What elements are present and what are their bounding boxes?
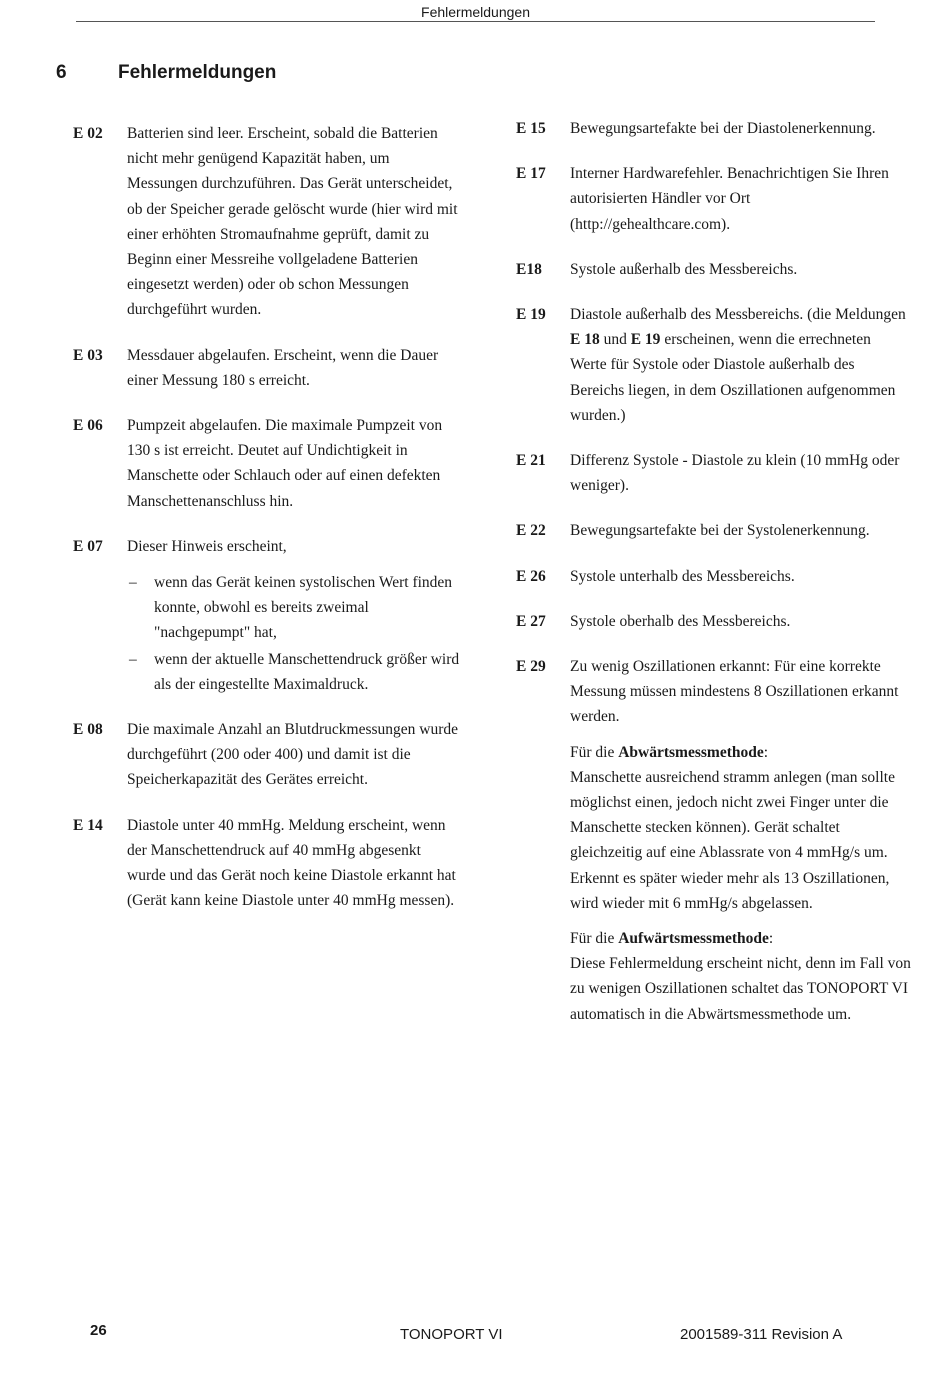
error-code-reference: E 18 [570, 331, 600, 349]
error-description [570, 302, 911, 428]
error-description: Die maximale Anzahl an Blutdruckmessungen wurde durchgeführt (200 oder 400) und damit ist die Speicherkapazität des Gerätes erreicht. [127, 721, 459, 789]
chapter-number: 6 [56, 62, 67, 83]
dash-icon: – [129, 574, 137, 592]
text-segment: Für die [570, 743, 619, 761]
running-header: Fehlermeldungen [76, 4, 875, 22]
error-description: Systole außerhalb des Messbereichs. [570, 260, 798, 278]
list-item [127, 647, 463, 697]
list-item [127, 570, 463, 646]
error-description: Batterien sind leer. Erscheint, sobald die Batterien nicht mehr genügend Kapazität haben, um Messungen durchzuführen. Das Gerät unterscheidet, ob der Speicher gerade gelöscht wurde (hier wird mit einer erhöhten Stromaufnahme geprüft, damit zu Beginn einer Messreihe vollgeladene Batterien eingesetzt werden) oder ob schon Messungen durchgeführt wurden. [127, 125, 458, 319]
text-segment: Diastole außerhalb des Messbereichs. (die Meldungen [570, 306, 906, 324]
chapter-title: Fehlermeldungen [118, 62, 277, 83]
error-entry-e07 [73, 534, 463, 697]
document-reference: 2001589-311 Revision A [680, 1326, 843, 1343]
text-segment: : [763, 743, 769, 761]
error-entry-e17 [516, 161, 911, 237]
method-name: Aufwärtsmessmethode [618, 930, 769, 948]
upward-method-note [570, 926, 911, 1027]
error-code: E 19 [516, 306, 546, 324]
error-description: Differenz Systole - Diastole zu klein (10 mmHg oder weniger). [570, 452, 900, 495]
error-code: E18 [516, 260, 542, 278]
error-code: E 14 [73, 816, 103, 834]
method-description: Manschette ausreichend stramm anlegen (man sollte möglichst einen, jedoch nicht zwei Finger unter die Manschette stecken können). Gerät schaltet gleichzeitig auf eine Ablassrate von 4 mmHg/s um. Erkennt es später wieder mehr als 13 Oszillationen, wird wieder mit 6 mmHg/s abgelassen. [570, 768, 895, 912]
error-description: Dieser Hinweis erscheint, [127, 537, 287, 555]
page-number: 26 [90, 1322, 107, 1339]
text-segment: und [599, 331, 631, 349]
list-item-text: wenn das Gerät keinen systolischen Wert finden konnte, obwohl es bereits zweimal "nachgepumpt" hat, [154, 574, 453, 642]
error-entry-e03 [73, 343, 463, 393]
text-segment: : [768, 930, 774, 948]
error-code: E 29 [516, 658, 546, 676]
error-code: E 03 [73, 346, 103, 364]
error-code: E 06 [73, 417, 103, 435]
text-segment: erscheinen, wenn die errechneten Werte für Systole oder Diastole außerhalb des Bereichs liegen, in dem Oszillationen aufgenommen wurden.) [570, 331, 896, 424]
error-description: Systole unterhalb des Messbereichs. [570, 567, 795, 585]
error-entry-e29 [516, 654, 911, 1027]
error-entry-e27 [516, 609, 911, 634]
error-entry-e26 [516, 564, 911, 589]
error-entry-e21 [516, 448, 911, 498]
error-entry-e18 [516, 257, 911, 282]
error-description: Messdauer abgelaufen. Erscheint, wenn die Dauer einer Messung 180 s erreicht. [127, 346, 439, 389]
error-description: Systole oberhalb des Messbereichs. [570, 612, 791, 630]
text-segment: Für die [570, 930, 619, 948]
method-name: Abwärtsmessmethode [618, 743, 764, 761]
method-description: Diese Fehlermeldung erscheint nicht, denn im Fall von zu wenigen Oszillationen schaltet das TONOPORT VI automatisch in die Abwärtsmessmethode um. [570, 955, 911, 1023]
error-code: E 22 [516, 522, 546, 540]
error-code: E 02 [73, 125, 103, 142]
error-description: Bewegungsartefakte bei der Systolenerkennung. [570, 522, 870, 540]
bullet-list [127, 570, 463, 697]
product-name: TONOPORT VI [400, 1326, 503, 1343]
error-code: E 15 [516, 120, 546, 137]
error-entry-e08 [73, 717, 463, 793]
left-column [73, 121, 463, 933]
right-column [516, 116, 911, 1047]
error-code: E 07 [73, 537, 103, 555]
error-entry-e22 [516, 518, 911, 543]
error-entry-e06 [73, 413, 463, 514]
error-description: Interner Hardwarefehler. Benachrichtigen Sie Ihren autorisierten Händler vor Ort (http://gehealthcare.com). [570, 165, 889, 233]
list-item-text: wenn der aktuelle Manschettendruck größer wird als der eingestellte Maximaldruck. [154, 650, 460, 693]
error-code: E 17 [516, 165, 546, 183]
error-code: E 21 [516, 452, 546, 470]
error-code: E 08 [73, 721, 103, 739]
error-code-reference: E 19 [630, 331, 661, 349]
dash-icon: – [129, 650, 137, 668]
error-code: E 27 [516, 612, 546, 630]
error-entry-e19 [516, 302, 911, 428]
error-description: Pumpzeit abgelaufen. Die maximale Pumpzeit von 130 s ist erreicht. Deutet auf Undichtigkeit in Manschette oder Schlauch oder auf einen defekten Manschettenanschluss hin. [127, 417, 443, 510]
error-entry-e14 [73, 813, 463, 914]
error-entry-e15 [516, 116, 911, 141]
error-description: Diastole unter 40 mmHg. Meldung erscheint, wenn der Manschettendruck auf 40 mmHg abgesenkt wurde und das Gerät noch keine Diastole erkannt hat (Gerät kann keine Diastole unter 40 mmHg messen). [127, 816, 456, 910]
error-code: E 26 [516, 567, 546, 585]
error-entry-e02 [73, 121, 463, 323]
error-description: Zu wenig Oszillationen erkannt: Für eine korrekte Messung müssen mindestens 8 Oszillationen erkannt werden. [570, 658, 899, 726]
error-description: Bewegungsartefakte bei der Diastolenerkennung. [570, 120, 876, 137]
downward-method-note [570, 740, 911, 916]
